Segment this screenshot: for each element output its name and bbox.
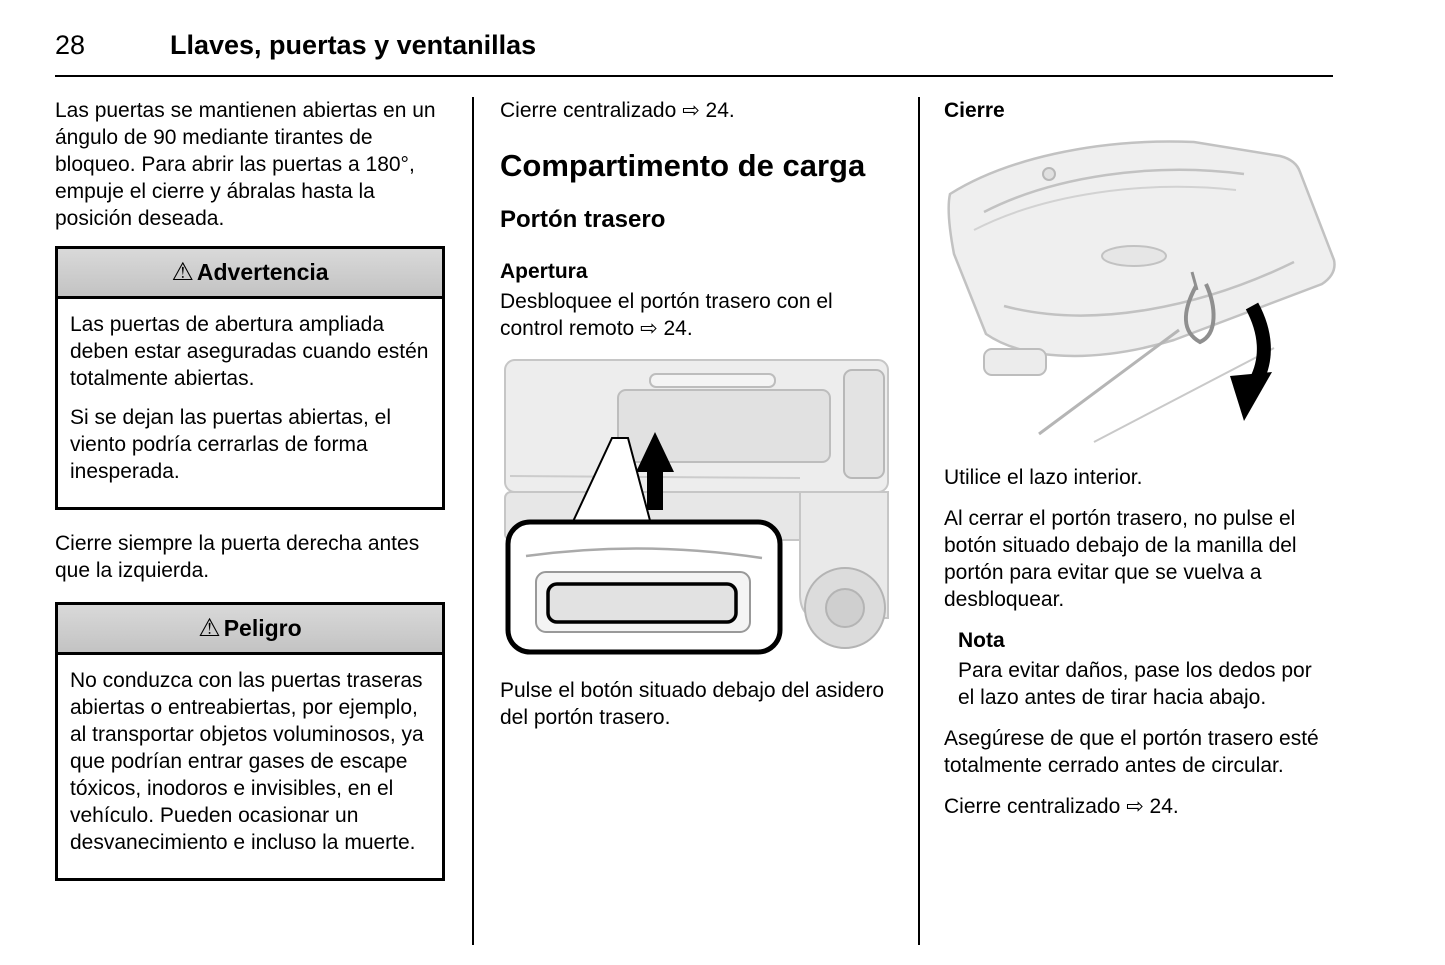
danger-icon: ⚠ <box>198 613 221 642</box>
danger-box-header <box>58 605 442 655</box>
page-header <box>55 30 1333 77</box>
opening-caption: Pulse el botón situado debajo del asidero del portón trasero. <box>500 679 885 729</box>
warning-icon: ⚠ <box>171 257 194 286</box>
danger-title: Peligro <box>223 615 302 641</box>
closing-paragraph-3: Asegúrese de que el portón trasero esté totalmente cerrado antes de circular. <box>944 727 1319 777</box>
closing-paragraph-2: Al cerrar el portón trasero, no pulse el botón situado debajo de la manilla del portón para evitar que se vuelva a desbloquear. <box>944 507 1297 611</box>
warning-box <box>55 246 445 510</box>
danger-paragraph: No conduzca con las puertas traseras abiertas o entreabiertas, por ejemplo, al transportar objetos voluminosos, ya que podrían entrar gases de escape tóxicos, inodoros e invisibles, en el vehículo. Pueden ocasionar un desvanecimiento e incluso la muerte. <box>70 669 424 854</box>
note-block <box>958 627 1333 711</box>
opening-body: Desbloquee el portón trasero con el control remoto ⇨ 24. <box>500 290 833 340</box>
tailgate-illustration <box>944 134 1337 446</box>
page-number: 28 <box>55 30 86 60</box>
tailgate-figure <box>944 134 1333 446</box>
column-right <box>918 97 1333 945</box>
door-order-paragraph: Cierre siempre la puerta derecha antes que la izquierda. <box>55 532 420 582</box>
column-left <box>55 97 472 945</box>
danger-box <box>55 602 445 881</box>
note-title: Nota <box>958 629 1005 652</box>
closing-title: Cierre <box>944 99 1005 122</box>
section-title: Compartimento de carga <box>500 148 866 183</box>
danger-box-body <box>58 655 442 878</box>
note-body: Para evitar daños, pase los dedos por el lazo antes de tirar hacia abajo. <box>958 659 1312 709</box>
van-rear-illustration <box>500 356 893 659</box>
warning-box-header <box>58 249 442 299</box>
page-content <box>55 97 1333 945</box>
subsection-title: Portón trasero <box>500 206 666 233</box>
opening-title: Apertura <box>500 260 588 283</box>
warning-paragraph: Las puertas de abertura ampliada deben estar aseguradas cuando estén totalmente abiertas. <box>70 313 429 390</box>
page-title: Llaves, puertas y ventanillas <box>170 30 537 60</box>
closing-paragraph-1: Utilice el lazo interior. <box>944 466 1143 489</box>
central-locking-reference: Cierre centralizado ⇨ 24. <box>500 99 735 122</box>
warning-title: Advertencia <box>196 259 329 285</box>
central-locking-reference-2: Cierre centralizado ⇨ 24. <box>944 795 1179 818</box>
intro-paragraph: Las puertas se mantienen abiertas en un ángulo de 90 mediante tirantes de bloqueo. Para abrir las puertas a 180°, empuje el cierre y ábralas hasta la posición deseada. <box>55 99 436 230</box>
warning-box-body <box>58 299 442 507</box>
column-middle <box>472 97 918 945</box>
down-arrow-icon <box>1252 306 1264 381</box>
van-rear-figure <box>500 356 892 659</box>
warning-paragraph: Si se dejan las puertas abiertas, el viento podría cerrarlas de forma inesperada. <box>70 406 392 483</box>
